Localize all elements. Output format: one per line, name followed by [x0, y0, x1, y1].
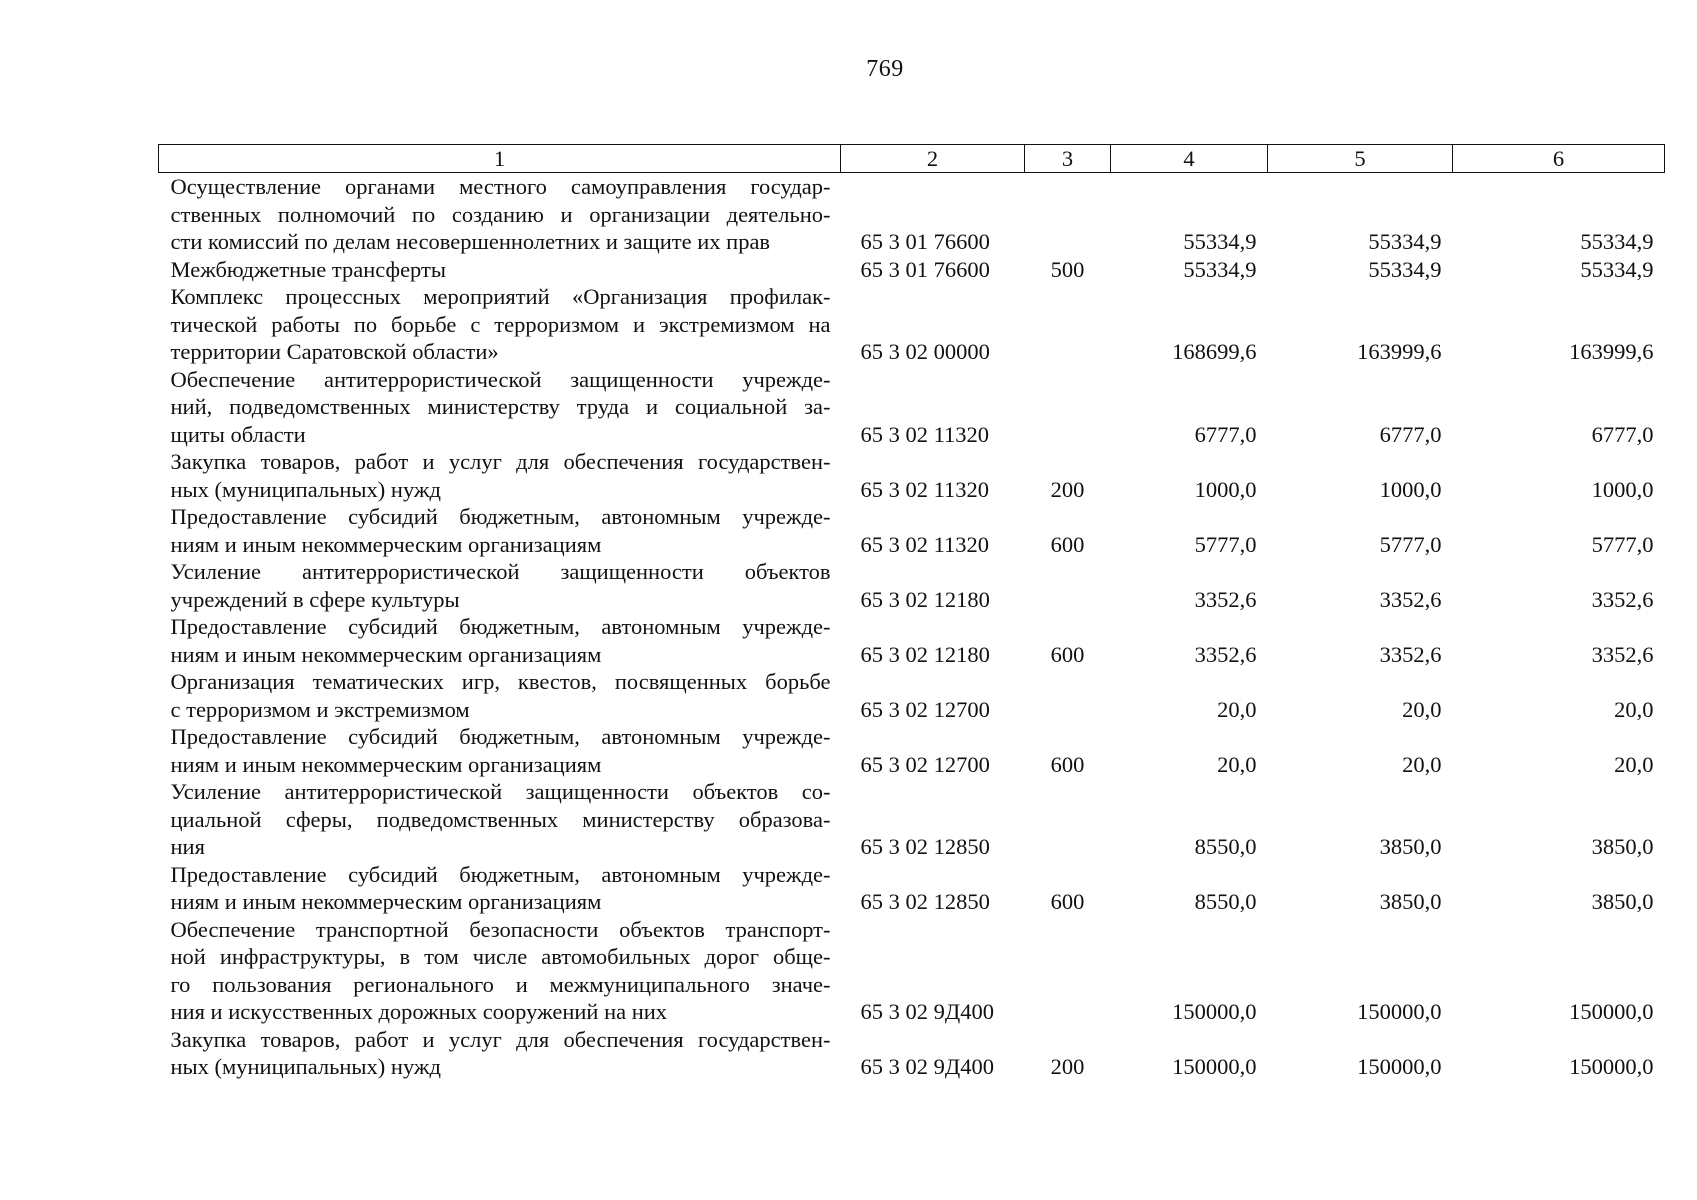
table-row	[159, 503, 1665, 558]
table-row	[159, 723, 1665, 778]
description-line: Усиление антитеррористической защищенности объектов со-	[170, 779, 831, 804]
row-description	[159, 173, 841, 256]
description-line: го пользования регионального и межмуниципального значе-	[170, 971, 831, 997]
table-row	[159, 861, 1665, 916]
row-code: 65 3 02 11320	[860, 531, 990, 557]
description-line: ния и искусственных дорожных сооружений на них	[170, 999, 668, 1024]
column-header-6: 6	[1453, 145, 1665, 173]
row-value-6: 20,0	[1614, 696, 1654, 722]
budget-table	[158, 144, 1665, 1081]
column-header-2: 2	[841, 145, 1025, 173]
row-value-5: 3850,0	[1379, 834, 1442, 859]
description-line: ниям и иным некоммерческим организациям	[170, 751, 602, 777]
row-value-5: 150000,0	[1357, 1054, 1442, 1079]
row-description	[159, 448, 841, 503]
row-value-6: 150000,0	[1569, 1054, 1654, 1079]
row-value-6: 6777,0	[1591, 421, 1654, 447]
description-line: Организация тематических игр, квестов, посвященных борьбе	[170, 669, 831, 694]
column-header-1: 1	[159, 145, 841, 173]
row-expense-type: 500	[1050, 256, 1085, 282]
table-header	[159, 145, 1665, 173]
description-line: ниям и иным некоммерческим организациям	[170, 531, 602, 557]
row-description	[159, 366, 841, 449]
description-line: территории Саратовской области»	[170, 339, 499, 364]
row-value-5: 55334,9	[1368, 256, 1442, 282]
row-value-5: 6777,0	[1379, 421, 1442, 447]
row-expense-type: 200	[1050, 1054, 1085, 1079]
description-line: тической работы по борьбе с терроризмом и экстремизмом на	[170, 311, 831, 337]
table-row	[159, 173, 1665, 256]
table-row	[159, 916, 1665, 1026]
row-code: 65 3 02 11320	[860, 421, 990, 447]
row-description	[159, 613, 841, 668]
description-line: Осуществление органами местного самоуправления государ-	[170, 174, 831, 199]
row-value-6: 1000,0	[1591, 476, 1654, 502]
table-row	[159, 1026, 1665, 1081]
description-line: Комплекс процессных мероприятий «Организация профилак-	[170, 284, 831, 309]
row-value-4: 8550,0	[1194, 834, 1257, 859]
row-description	[159, 558, 841, 613]
row-value-6: 20,0	[1614, 751, 1654, 777]
row-value-5: 5777,0	[1379, 531, 1442, 557]
row-value-4: 150000,0	[1172, 999, 1257, 1024]
row-value-4: 5777,0	[1194, 531, 1257, 557]
row-value-4: 3352,6	[1194, 586, 1257, 612]
row-expense-type	[1025, 778, 1111, 861]
description-line: ний, подведомственных министерству труда и социальной за-	[170, 394, 831, 419]
row-code: 65 3 02 12850	[860, 834, 990, 859]
row-expense-type	[1025, 558, 1111, 613]
description-line: щиты области	[170, 421, 306, 447]
description-line: ной инфраструктуры, в том числе автомобильных дорог обще-	[170, 944, 831, 969]
row-value-4: 150000,0	[1172, 1054, 1257, 1079]
row-value-6: 55334,9	[1580, 229, 1654, 254]
description-line: ных (муниципальных) нужд	[170, 476, 441, 502]
row-description	[159, 668, 841, 723]
table-row	[159, 558, 1665, 613]
row-value-4: 55334,9	[1183, 229, 1257, 254]
row-description	[159, 916, 841, 1026]
row-value-4: 20,0	[1217, 696, 1257, 722]
description-line: ния	[170, 834, 205, 859]
row-value-6: 55334,9	[1580, 256, 1654, 282]
description-line: Обеспечение транспортной безопасности объектов транспорт-	[170, 916, 831, 942]
row-value-5: 150000,0	[1357, 999, 1442, 1024]
table-row	[159, 778, 1665, 861]
table-body	[159, 173, 1665, 1081]
row-value-6: 163999,6	[1569, 339, 1654, 364]
row-code: 65 3 02 12700	[860, 696, 990, 722]
row-value-4: 55334,9	[1183, 256, 1257, 282]
description-line: ниям и иным некоммерческим организациям	[170, 889, 602, 914]
row-value-5: 163999,6	[1357, 339, 1442, 364]
description-line: с терроризмом и экстремизмом	[170, 696, 470, 722]
table-row	[159, 668, 1665, 723]
description-line: Обеспечение антитеррористической защищенности учрежде-	[170, 366, 831, 392]
row-code: 65 3 02 12180	[860, 641, 990, 667]
row-value-4: 6777,0	[1194, 421, 1257, 447]
description-line: Закупка товаров, работ и услуг для обеспечения государствен-	[170, 1026, 831, 1052]
row-code: 65 3 02 12850	[860, 889, 990, 914]
row-value-4: 1000,0	[1194, 476, 1257, 502]
row-value-6: 5777,0	[1591, 531, 1654, 557]
description-line: Усиление антитеррористической защищенности объектов	[170, 559, 831, 584]
description-line: Предоставление субсидий бюджетным, автономным учрежде-	[170, 724, 831, 749]
row-description	[159, 861, 841, 916]
row-value-6: 3850,0	[1591, 889, 1654, 914]
header-row	[159, 145, 1665, 173]
table-row	[159, 448, 1665, 503]
description-line: Предоставление субсидий бюджетным, автономным учрежде-	[170, 614, 831, 639]
description-line: Предоставление субсидий бюджетным, автономным учрежде-	[170, 504, 831, 529]
description-line: Предоставление субсидий бюджетным, автономным учрежде-	[170, 861, 831, 887]
row-value-5: 3352,6	[1379, 586, 1442, 612]
table-row	[159, 256, 1665, 284]
row-description	[159, 778, 841, 861]
row-value-5: 3850,0	[1379, 889, 1442, 914]
row-description	[159, 503, 841, 558]
row-code: 65 3 02 12180	[860, 586, 990, 612]
row-code: 65 3 02 9Д400	[860, 1054, 994, 1079]
row-value-6: 3850,0	[1591, 834, 1654, 859]
row-value-4: 20,0	[1217, 751, 1257, 777]
description-line: циальной сферы, подведомственных министерству образова-	[170, 806, 831, 832]
row-code: 65 3 02 12700	[860, 751, 990, 777]
row-expense-type	[1025, 668, 1111, 723]
row-expense-type: 600	[1050, 751, 1085, 777]
row-code: 65 3 02 00000	[860, 339, 990, 364]
row-expense-type	[1025, 916, 1111, 1026]
row-code: 65 3 02 11320	[860, 476, 990, 502]
row-value-4: 168699,6	[1172, 339, 1257, 364]
row-code: 65 3 01 76600	[860, 256, 990, 282]
row-code: 65 3 02 9Д400	[860, 999, 994, 1024]
row-expense-type: 600	[1050, 531, 1085, 557]
row-value-6: 150000,0	[1569, 999, 1654, 1024]
row-value-6: 3352,6	[1591, 641, 1654, 667]
description-line: сти комиссий по делам несовершеннолетних и защите их прав	[170, 229, 771, 254]
row-expense-type: 200	[1050, 476, 1085, 502]
description-line: ниям и иным некоммерческим организациям	[170, 641, 602, 667]
row-value-6: 3352,6	[1591, 586, 1654, 612]
row-expense-type	[1025, 283, 1111, 366]
description-line: ных (муниципальных) нужд	[170, 1054, 441, 1079]
description-line: учреждений в сфере культуры	[170, 586, 460, 612]
row-value-4: 3352,6	[1194, 641, 1257, 667]
row-value-5: 20,0	[1402, 696, 1442, 722]
page-number: 769	[866, 56, 904, 82]
row-description	[159, 256, 841, 284]
row-description	[159, 723, 841, 778]
description-line: Закупка товаров, работ и услуг для обеспечения государствен-	[170, 449, 831, 474]
column-header-3: 3	[1025, 145, 1111, 173]
table-row	[159, 366, 1665, 449]
column-header-5: 5	[1268, 145, 1453, 173]
row-expense-type	[1025, 173, 1111, 256]
row-value-4: 8550,0	[1194, 889, 1257, 914]
row-description	[159, 283, 841, 366]
row-expense-type: 600	[1050, 889, 1085, 914]
row-description	[159, 1026, 841, 1081]
row-expense-type: 600	[1050, 641, 1085, 667]
table-row	[159, 283, 1665, 366]
row-value-5: 3352,6	[1379, 641, 1442, 667]
table-row	[159, 613, 1665, 668]
row-value-5: 55334,9	[1368, 229, 1442, 254]
column-header-4: 4	[1111, 145, 1268, 173]
row-expense-type	[1025, 366, 1111, 449]
description-line: Межбюджетные трансферты	[170, 256, 446, 282]
row-value-5: 20,0	[1402, 751, 1442, 777]
row-value-5: 1000,0	[1379, 476, 1442, 502]
row-code: 65 3 01 76600	[860, 229, 990, 254]
description-line: ственных полномочий по созданию и организации деятельно-	[170, 201, 831, 227]
